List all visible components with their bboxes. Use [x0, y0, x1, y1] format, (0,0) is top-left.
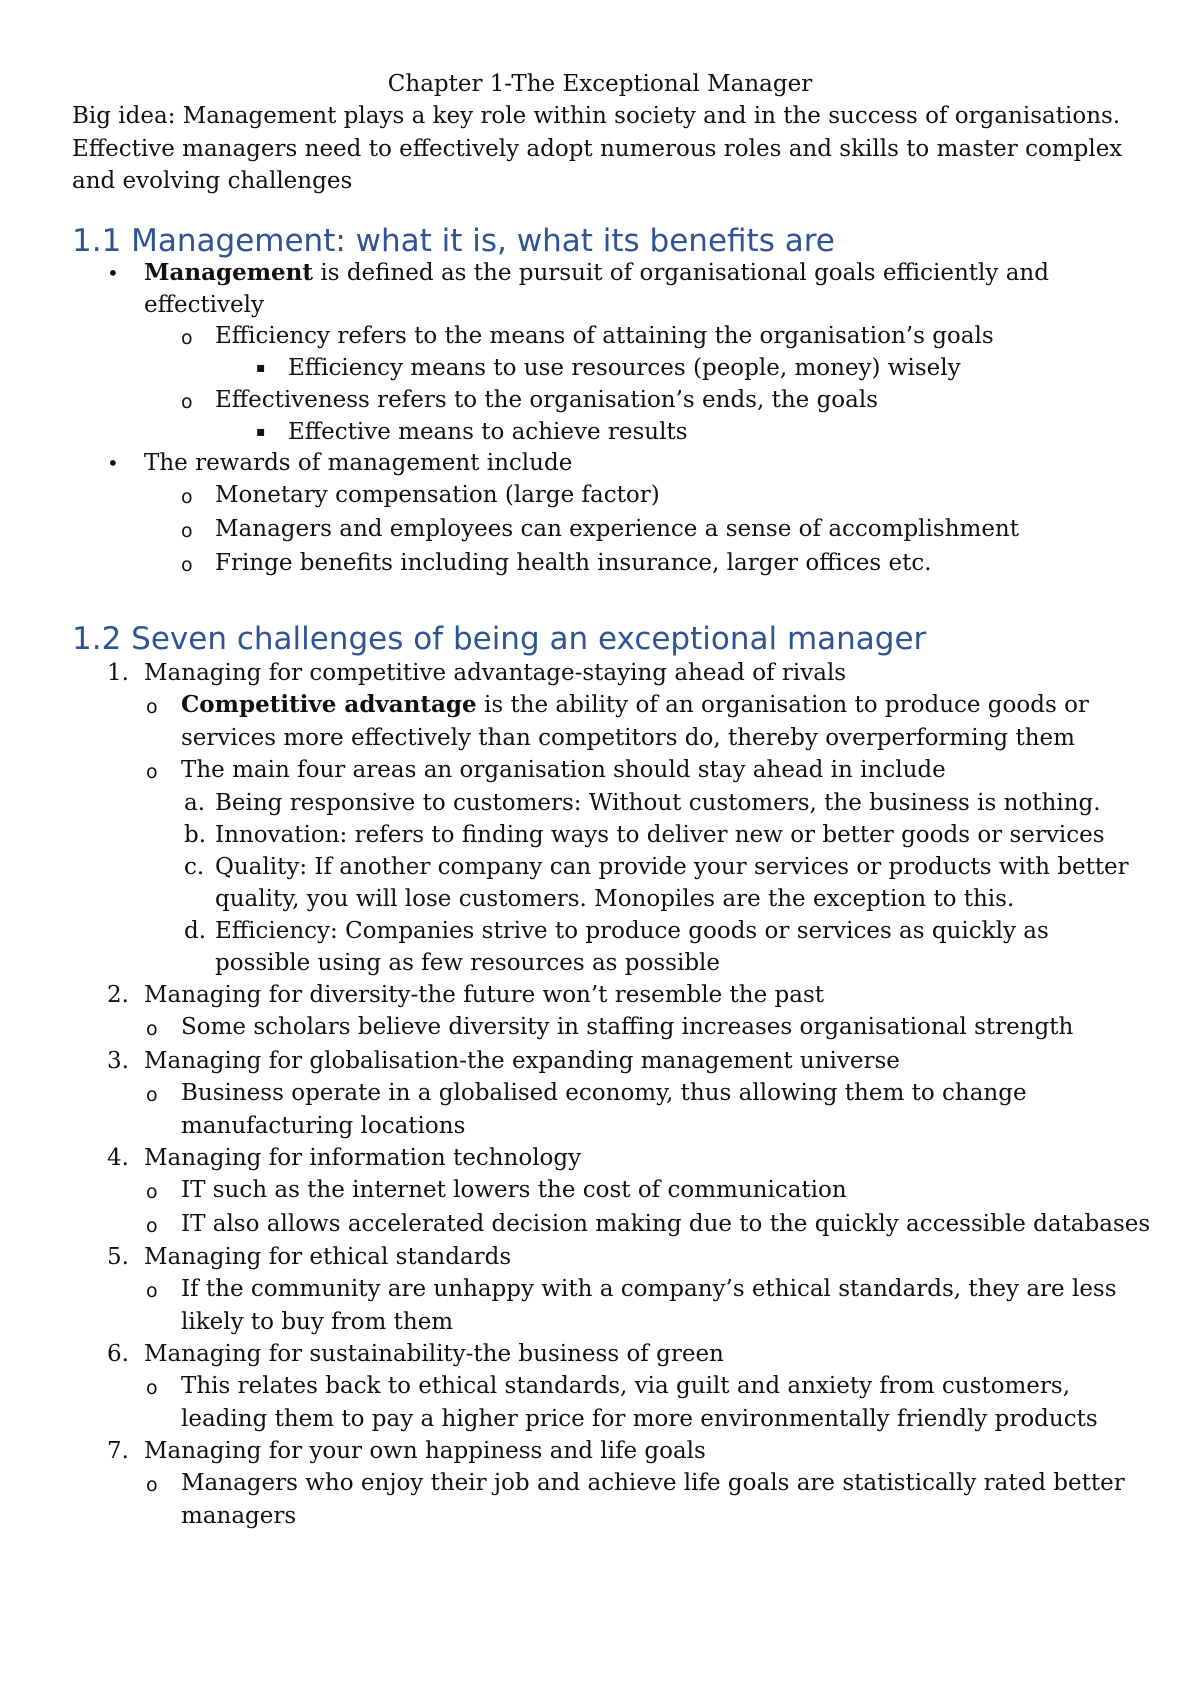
number-marker: 5. — [107, 1244, 129, 1270]
big-idea-paragraph — [72, 100, 1182, 198]
number-marker: 6. — [107, 1341, 129, 1367]
efficiency-subitem: Efficiency means to use resources (people, money) wisely — [288, 355, 961, 381]
number-marker: 3. — [107, 1048, 129, 1074]
letter-marker: a. — [184, 790, 206, 816]
challenge-3-subitem-cont: manufacturing locations — [181, 1113, 466, 1139]
circle-marker: o — [181, 520, 193, 542]
letter-marker: d. — [184, 918, 207, 944]
challenge-5-subitem: If the community are unhappy with a company’s ethical standards, they are less — [181, 1276, 1117, 1302]
challenge-7-subitem: Managers who enjoy their job and achieve life goals are statistically rated better — [181, 1470, 1125, 1496]
circle-marker: o — [146, 1215, 158, 1237]
section-heading-1-2: 1.2 Seven challenges of being an exceptional manager — [72, 621, 927, 657]
letter-marker: b. — [184, 822, 207, 848]
challenge-4-subitem: IT also allows accelerated decision making due to the quickly accessible databases — [181, 1211, 1151, 1237]
circle-marker: o — [146, 1377, 158, 1399]
definition-text: is defined as the pursuit of organisational goals efficiently and — [313, 260, 1049, 286]
management-definition — [144, 257, 1049, 290]
area-b: Innovation: refers to finding ways to deliver new or better goods or services — [215, 822, 1105, 848]
challenge-4: Managing for information technology — [144, 1145, 582, 1171]
term-competitive-advantage: Competitive advantage — [181, 691, 477, 718]
challenge-6-subitem-cont: leading them to pay a higher price for more environmentally friendly products — [181, 1406, 1098, 1432]
term-management: Management — [144, 259, 314, 286]
area-d-cont: possible using as few resources as possible — [215, 950, 721, 976]
effectiveness-subitem: Effective means to achieve results — [288, 419, 688, 445]
number-marker: 1. — [107, 660, 129, 686]
challenge-7-subitem-cont: managers — [181, 1503, 297, 1529]
challenge-3: Managing for globalisation-the expanding management universe — [144, 1048, 900, 1074]
area-d: Efficiency: Companies strive to produce goods or services as quickly as — [215, 918, 1049, 944]
challenge-7: Managing for your own happiness and life goals — [144, 1438, 706, 1464]
big-idea-line: Big idea: Management plays a key role within society and in the success of organisations. — [72, 103, 1121, 129]
bullet-marker: • — [107, 451, 119, 475]
big-idea-line: and evolving challenges — [72, 168, 353, 194]
challenge-3-subitem: Business operate in a globalised economy, thus allowing them to change — [181, 1080, 1027, 1106]
circle-marker: o — [146, 1181, 158, 1203]
square-marker: ▪ — [256, 424, 266, 440]
number-marker: 4. — [107, 1145, 129, 1171]
challenge-5-subitem-cont: likely to buy from them — [181, 1309, 454, 1335]
challenge-6: Managing for sustainability-the business of green — [144, 1341, 724, 1367]
circle-marker: o — [146, 761, 158, 783]
area-a: Being responsive to customers: Without customers, the business is nothing. — [215, 790, 1101, 816]
number-marker: 2. — [107, 982, 129, 1008]
section-heading-1-1: 1.1 Management: what it is, what its benefits are — [72, 223, 835, 259]
challenge-2-subitem: Some scholars believe diversity in staffing increases organisational strength — [181, 1014, 1074, 1040]
circle-marker: o — [146, 1018, 158, 1040]
effectiveness-item: Effectiveness refers to the organisation’s ends, the goals — [215, 387, 879, 413]
reward-subitem: Managers and employees can experience a sense of accomplishment — [215, 516, 1019, 542]
rewards-item: The rewards of management include — [144, 450, 573, 476]
four-areas-item: The main four areas an organisation should stay ahead in include — [181, 757, 946, 783]
document-title: Chapter 1-The Exceptional Manager — [387, 71, 813, 97]
efficiency-item: Efficiency refers to the means of attaining the organisation’s goals — [215, 323, 994, 349]
competitive-advantage-definition — [181, 689, 1089, 722]
circle-marker: o — [146, 1280, 158, 1302]
reward-subitem: Monetary compensation (large factor) — [215, 482, 660, 508]
challenge-5: Managing for ethical standards — [144, 1244, 512, 1270]
area-c-cont: quality, you will lose customers. Monopiles are the exception to this. — [215, 886, 1015, 912]
challenge-4-subitem: IT such as the internet lowers the cost of communication — [181, 1177, 847, 1203]
letter-marker: c. — [184, 854, 205, 880]
challenge-6-subitem: This relates back to ethical standards, via guilt and anxiety from customers, — [181, 1373, 1071, 1399]
circle-marker: o — [181, 554, 193, 576]
circle-marker: o — [146, 696, 158, 718]
competitive-advantage-cont: services more effectively than competitors do, thereby overperforming them — [181, 725, 1075, 751]
definition-text: is the ability of an organisation to produce goods or — [476, 692, 1089, 718]
area-c: Quality: If another company can provide your services or products with better — [215, 854, 1129, 880]
circle-marker: o — [146, 1084, 158, 1106]
challenge-1: Managing for competitive advantage-staying ahead of rivals — [144, 660, 847, 686]
big-idea-line: Effective managers need to effectively adopt numerous roles and skills to master complex — [72, 135, 1123, 162]
reward-subitem: Fringe benefits including health insurance, larger offices etc. — [215, 550, 932, 576]
management-definition-cont: effectively — [144, 292, 264, 318]
circle-marker: o — [181, 486, 193, 508]
circle-marker: o — [146, 1474, 158, 1496]
number-marker: 7. — [107, 1438, 129, 1464]
bullet-marker: • — [107, 261, 119, 285]
circle-marker: o — [181, 327, 193, 349]
square-marker: ▪ — [256, 360, 266, 376]
circle-marker: o — [181, 391, 193, 413]
challenge-2: Managing for diversity-the future won’t resemble the past — [144, 982, 825, 1008]
